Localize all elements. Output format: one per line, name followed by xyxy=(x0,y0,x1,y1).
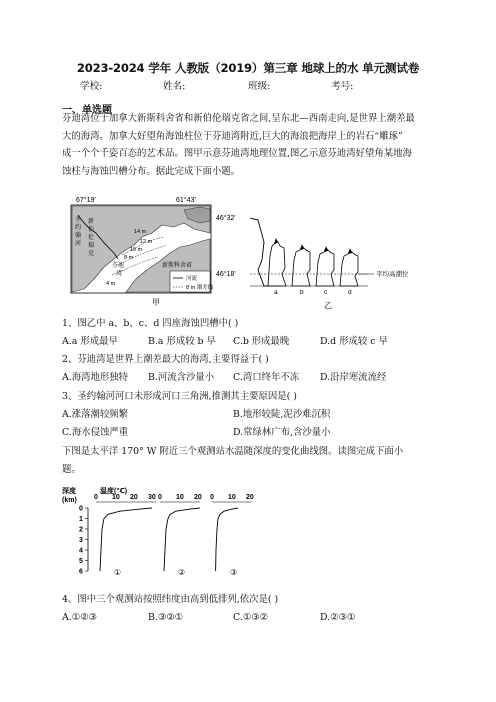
province-label: 新斯科舍省 xyxy=(162,263,193,269)
question-1-stem: 1、图乙中 a、b、c、d 四座海蚀凹槽中( ) xyxy=(62,318,239,329)
q2-option-a[interactable]: A.海湾地形独特 xyxy=(62,372,129,383)
q2-option-b[interactable]: B.河流含沙量小 xyxy=(148,372,215,383)
x-tick-label: 10 xyxy=(112,494,120,501)
map-coord-south: 46°18′ xyxy=(216,271,236,278)
q1-option-a[interactable]: A.a 形成最早 xyxy=(62,336,118,347)
map-coord-east: 61°43′ xyxy=(176,197,196,204)
stack-letter-d: d xyxy=(348,289,352,296)
number-field-label: 考号: xyxy=(331,81,354,92)
question-4-stem: 4、图中三个观测站按照纬度由高到低排列,依次是( ) xyxy=(62,594,279,605)
intro-line: 成一个个千姿百态的艺术品。图甲示意芬迪湾地理位置,图乙示意芬迪湾好望角某地海 xyxy=(62,148,412,160)
intro-line: 芬迪湾位于加拿大新斯科舍省和新伯伦瑞克省之间,呈东北—西南走向,是世界上潮差最 xyxy=(62,113,415,124)
bay-label: 芬迪 xyxy=(112,263,125,269)
x-tick-label: 10 xyxy=(176,494,184,501)
q1-option-d[interactable]: D.d 形成较 c 早 xyxy=(320,336,388,347)
figure-caption-jia: 甲 xyxy=(152,298,160,307)
y-tick-label: 0 xyxy=(79,505,83,513)
intro-line: 大的海湾。加拿大好望角海蚀柱位于芬迪湾附近,巨大的海浪把海岸上的岩石“雕琢” xyxy=(62,130,403,142)
sea-stack-d xyxy=(340,248,358,286)
class-field-label: 班级: xyxy=(248,81,271,92)
series-label: ③ xyxy=(230,568,238,577)
temperature-depth-chart xyxy=(60,484,280,586)
tide-value-label: 10 m xyxy=(130,247,143,253)
q4-option-c[interactable]: C.①③② xyxy=(233,612,269,623)
x-axis-label: 温度(℃) xyxy=(100,488,128,495)
river-label: 河 xyxy=(75,241,82,247)
q4-option-b[interactable]: B.③②① xyxy=(148,612,184,623)
y-tick-label: 6 xyxy=(79,568,83,576)
q1-option-b[interactable]: B.a 形成较 b 早 xyxy=(148,336,216,347)
q3-option-d[interactable]: D.常绿林广布,含沙量小 xyxy=(233,427,331,438)
fundy-bay-map xyxy=(66,193,242,311)
river-label: 圣 xyxy=(75,217,82,223)
q4-option-d[interactable]: D.②③① xyxy=(320,612,356,623)
intro-paragraph xyxy=(62,110,434,180)
question-3-stem: 3、圣约翰河河口未形成河口三角洲,推测其主要原因是( ) xyxy=(62,391,297,402)
intro2-paragraph xyxy=(62,443,434,478)
temperature-curve xyxy=(216,508,238,571)
tide-level-label: 平均高潮位 xyxy=(376,271,409,278)
y-tick-label: 1 xyxy=(79,516,83,523)
river-label: 翰 xyxy=(75,233,82,239)
temperature-curve xyxy=(100,508,152,571)
tide-value-label: 14 m xyxy=(134,229,147,235)
x-tick-label: 0 xyxy=(158,494,162,501)
y-tick-label: 5 xyxy=(79,558,83,565)
y-axis-label: 深度 xyxy=(62,488,76,495)
x-tick-label: 20 xyxy=(246,494,254,501)
sea-stack-a xyxy=(268,238,286,286)
sea-stack-diagram xyxy=(250,212,430,312)
y-tick-label: 4 xyxy=(79,547,83,555)
q3-option-c[interactable]: C.海水侵蚀严重 xyxy=(62,427,129,438)
series-label: ① xyxy=(114,568,122,577)
section-heading: 一、单选题 xyxy=(62,105,112,116)
stack-letter-c: c xyxy=(324,289,328,296)
tide-value-label: 12 m xyxy=(140,239,153,245)
figure-caption-yi: 乙 xyxy=(324,301,332,310)
series-label: ② xyxy=(178,568,186,577)
province-label: 克 xyxy=(88,251,95,257)
tide-value-label: 4 m xyxy=(106,281,116,287)
q1-option-c[interactable]: C.b 形成最晚 xyxy=(233,336,290,347)
q2-option-c[interactable]: C.湾口终年不冻 xyxy=(233,372,300,383)
province-label: 伦 xyxy=(88,235,95,241)
q3-option-b[interactable]: B.地形较陡,泥沙难沉积 xyxy=(233,409,331,420)
map-coord-north: 46°32′ xyxy=(216,215,236,222)
tide-value-label: 8 m xyxy=(124,255,134,261)
x-tick-label: 30 xyxy=(148,494,156,501)
province-label: 伯 xyxy=(88,227,95,233)
temperature-curve xyxy=(164,508,200,571)
name-field-label: 姓名: xyxy=(163,81,186,92)
y-tick-label: 2 xyxy=(79,526,83,534)
intro2-line: 下图是太平洋 170° W 附近三个观测站水温随深度的变化曲线图。读图完成下面小 xyxy=(62,446,404,457)
bay-label: 湾 xyxy=(116,271,123,277)
y-axis-unit: (km) xyxy=(62,497,77,504)
intro2-line: 题。 xyxy=(62,463,81,475)
school-field-label: 学校: xyxy=(80,81,103,92)
q2-option-d[interactable]: D.沿岸寒流流经 xyxy=(320,372,387,383)
sea-stack-c xyxy=(316,246,334,286)
y-tick-label: 3 xyxy=(79,537,83,544)
x-tick-label: 20 xyxy=(194,494,202,501)
intro-line: 蚀柱与海蚀凹槽分布。据此完成下面小题。 xyxy=(62,165,241,177)
river-label: 约 xyxy=(75,225,82,231)
question-2-stem: 2、芬迪湾是世界上潮差最大的海湾,主要得益于( ) xyxy=(62,354,269,365)
x-tick-label: 0 xyxy=(94,494,98,501)
q3-option-a[interactable]: A.涨落潮较频繁 xyxy=(62,409,129,420)
x-tick-label: 20 xyxy=(130,494,138,501)
province-label: 瑞 xyxy=(88,243,95,249)
sea-stack-b xyxy=(292,244,310,286)
legend-tide-label: 8 m 潮差线 xyxy=(186,285,214,291)
x-tick-label: 0 xyxy=(210,494,214,501)
legend-river-label: 河流 xyxy=(186,276,198,282)
q4-option-a[interactable]: A.①②③ xyxy=(62,612,97,623)
exam-title: 2023-2024 学年 人教版（2019）第三章 地球上的水 单元测试卷 xyxy=(76,61,420,75)
stack-letter-a: a xyxy=(274,289,278,296)
stack-letter-b: b xyxy=(300,289,304,296)
map-coord-west: 67°19′ xyxy=(76,197,96,204)
x-tick-label: 10 xyxy=(228,494,236,501)
province-label: 新 xyxy=(88,219,95,225)
